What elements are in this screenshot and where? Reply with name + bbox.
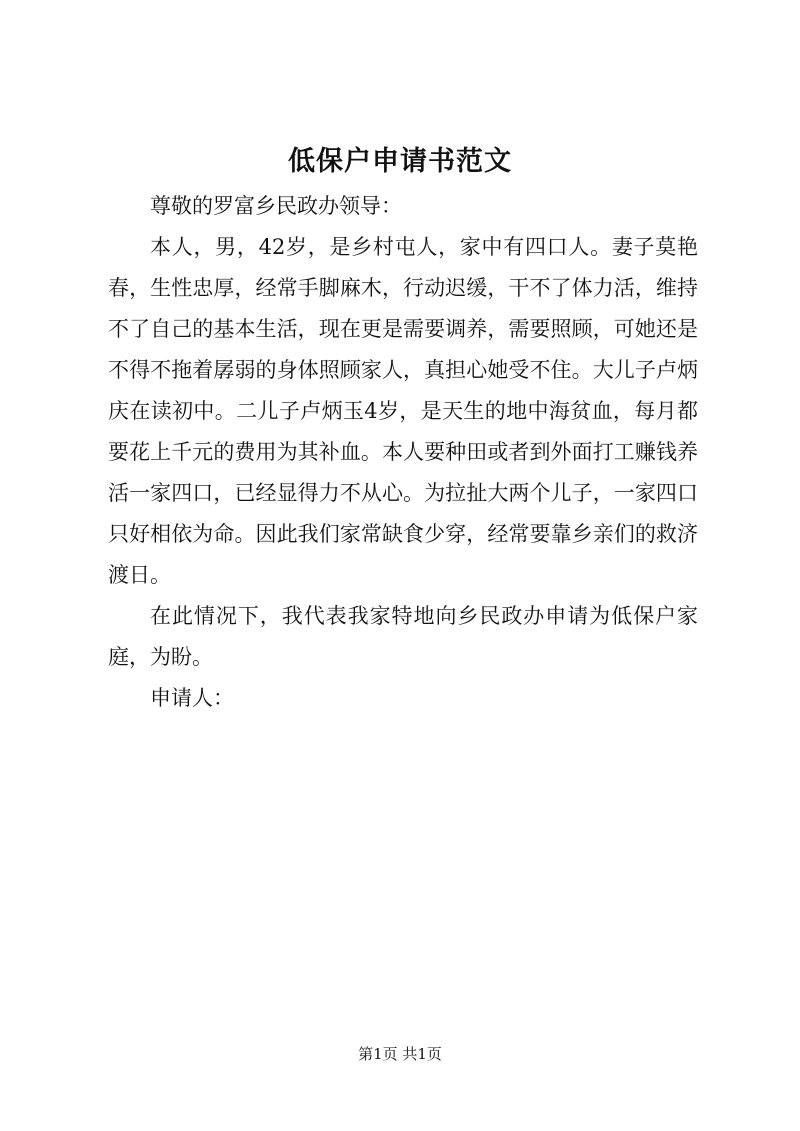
document-body	[108, 186, 698, 719]
page-footer: 第1页 共1页	[358, 1045, 442, 1063]
paragraph-family-situation: 本人，男，42岁，是乡村屯人，家中有四口人。妻子莫艳春，生性忠厚，经常手脚麻木，行动迟缓，干不了体力活，维持不了自己的基本生活，现在更是需要调养，需要照顾，可她还是不得不拖着孱弱的身体照顾家人，真担心她受不住。大儿子卢炳庆在读初中。二儿子卢炳玉4岁，是天生的地中海贫血，每月都要花上千元的费用为其补血。本人要种田或者到外面打工赚钱养活一家四口，已经显得力不从心。为拉扯大两个儿子，一家四口只好相依为命。因此我们家常缺食少穿，经常要靠乡亲们的救济渡日。	[108, 235, 698, 587]
signature-label: 申请人：	[150, 686, 234, 710]
document-title: 低保户申请书范文	[288, 146, 512, 177]
salutation: 尊敬的罗富乡民政办领导：	[150, 194, 402, 218]
paragraph-request: 在此情况下，我代表我家特地向乡民政办申请为低保户家庭，为盼。	[108, 604, 698, 669]
